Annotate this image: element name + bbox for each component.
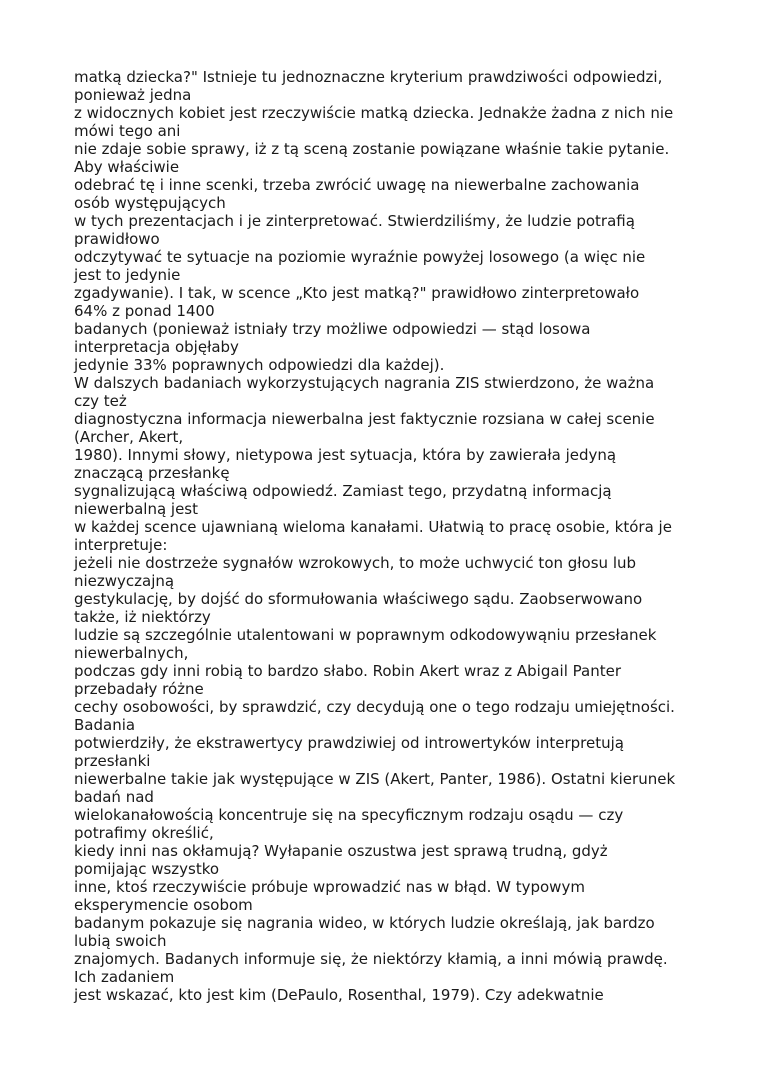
text-line: jest to jedynie — [74, 266, 181, 284]
text-line: przesłanki — [74, 752, 151, 770]
text-line: znajomych. Badanych informuje się, że niektórzy kłamią, a inni mówią prawdę. — [74, 950, 668, 968]
text-line: interpretuje: — [74, 536, 168, 554]
body-text — [74, 68, 714, 1004]
text-line: sygnalizującą właściwą odpowiedź. Zamiast tego, przydatną informacją — [74, 482, 612, 500]
text-line: eksperymencie osobom — [74, 896, 253, 914]
text-line: W dalszych badaniach wykorzystujących nagrania ZIS stwierdzono, że ważna — [74, 374, 655, 392]
text-line: 1980). Innymi słowy, nietypowa jest sytuacja, która by zawierała jedyną — [74, 446, 617, 464]
text-line: wielokanałowością koncentruje się na specyficznym rodzaju osądu — czy — [74, 806, 624, 824]
text-line: niewerbalnych, — [74, 644, 189, 662]
text-line: jeżeli nie dostrzeże sygnałów wzrokowych, to może uchwycić ton głosu lub — [74, 554, 637, 572]
text-line: lubią swoich — [74, 932, 167, 950]
text-line: interpretacja objęłaby — [74, 338, 239, 356]
text-line: diagnostyczna informacja niewerbalna jest faktycznie rozsiana w całej scenie — [74, 410, 655, 428]
text-line: ludzie są szczególnie utalentowani w poprawnym odkodowywąniu przesłanek — [74, 626, 657, 644]
text-line: osób występujących — [74, 194, 226, 212]
text-line: (Archer, Akert, — [74, 428, 184, 446]
text-line: matką dziecka?" Istnieje tu jednoznaczne kryterium prawdziwości odpowiedzi, — [74, 68, 663, 86]
text-line: gestykulację, by dojść do sformułowania właściwego sądu. Zaobserwowano — [74, 590, 643, 608]
text-line: inne, ktoś rzeczywiście próbuje wprowadzić nas w błąd. W typowym — [74, 878, 585, 896]
text-line: potwierdziły, że ekstrawertycy prawdziwiej od introwertyków interpretują — [74, 734, 624, 752]
text-line: Badania — [74, 716, 136, 734]
text-line: w tych prezentacjach i je zinterpretować. Stwierdziliśmy, że ludzie potrafią — [74, 212, 635, 230]
text-line: podczas gdy inni robią to bardzo słabo. Robin Akert wraz z Abigail Panter — [74, 662, 621, 680]
text-line: zgadywanie). I tak, w scence „Kto jest matką?" prawidłowo zinterpretowało — [74, 284, 640, 302]
text-line: odebrać tę i inne scenki, trzeba zwrócić uwagę na niewerbalne zachowania — [74, 176, 640, 194]
text-line: potrafimy określić, — [74, 824, 214, 842]
text-line: pomijając wszystko — [74, 860, 220, 878]
text-line: badanym pokazuje się nagrania wideo, w których ludzie określają, jak bardzo — [74, 914, 655, 932]
text-line: badań nad — [74, 788, 154, 806]
text-line: niezwyczajną — [74, 572, 175, 590]
text-line: znaczącą przesłankę — [74, 464, 230, 482]
text-line: badanych (ponieważ istniały trzy możliwe odpowiedzi — stąd losowa — [74, 320, 591, 338]
text-line: kiedy inni nas okłamują? Wyłapanie oszustwa jest sprawą trudną, gdyż — [74, 842, 608, 860]
text-line: odczytywać te sytuacje na poziomie wyraźnie powyżej losowego (a więc nie — [74, 248, 646, 266]
text-line: niewerbalną jest — [74, 500, 199, 518]
text-line: mówi tego ani — [74, 122, 181, 140]
text-line: także, iż niektórzy — [74, 608, 211, 626]
text-line: nie zdaje sobie sprawy, iż z tą sceną zostanie powiązane właśnie takie pytanie. — [74, 140, 670, 158]
text-line: jedynie 33% poprawnych odpowiedzi dla każdej). — [74, 356, 445, 374]
text-line: cechy osobowości, by sprawdzić, czy decydują one o tego rodzaju umiejętności. — [74, 698, 675, 716]
text-line: Ich zadaniem — [74, 968, 175, 986]
text-line: jest wskazać, kto jest kim (DePaulo, Rosenthal, 1979). Czy adekwatnie — [74, 986, 604, 1004]
text-line: w każdej scence ujawnianą wieloma kanałami. Ułatwią to pracę osobie, która je — [74, 518, 672, 536]
text-line: prawidłowo — [74, 230, 160, 248]
text-line: czy też — [74, 392, 127, 410]
text-line: przebadały różne — [74, 680, 204, 698]
text-line: z widocznych kobiet jest rzeczywiście matką dziecka. Jednakże żadna z nich nie — [74, 104, 674, 122]
text-line: ponieważ jedna — [74, 86, 192, 104]
text-line: niewerbalne takie jak występujące w ZIS (Akert, Panter, 1986). Ostatni kierunek — [74, 770, 676, 788]
text-line: 64% z ponad 1400 — [74, 302, 215, 320]
text-line: Aby właściwie — [74, 158, 180, 176]
